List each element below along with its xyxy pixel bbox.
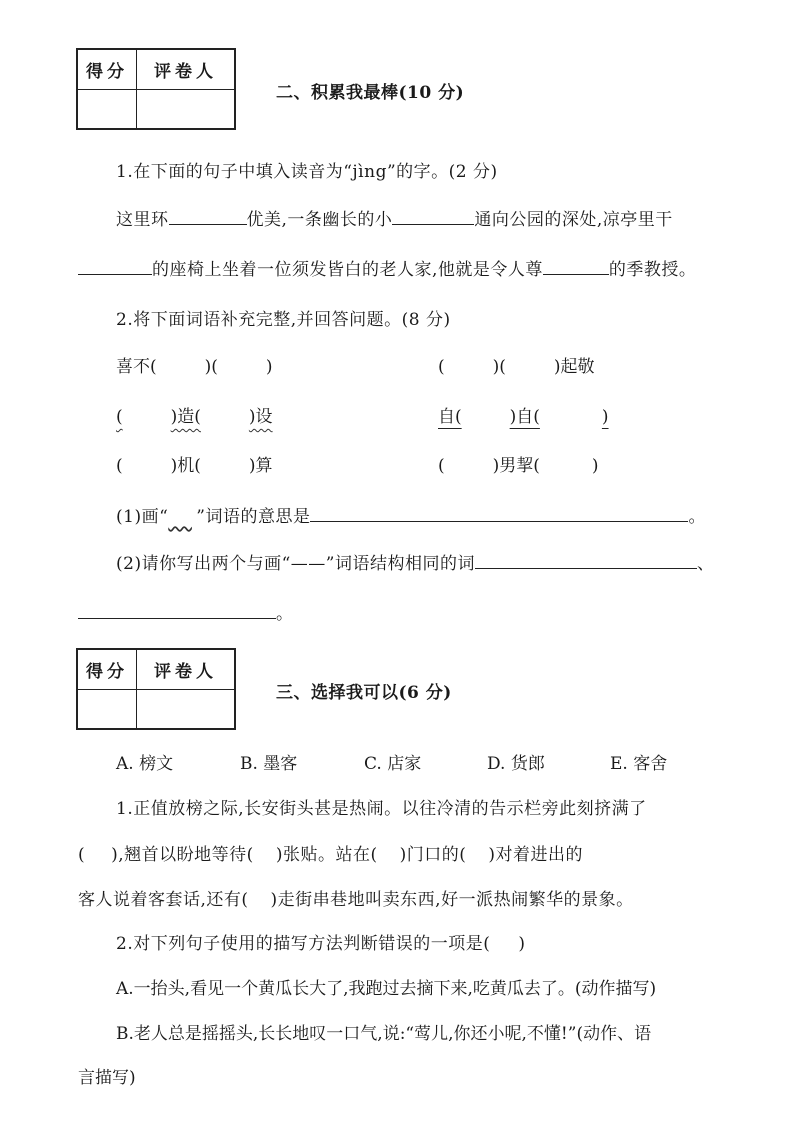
- q1-line2-b: 的季教授。: [608, 260, 697, 280]
- score-box-section2: [76, 48, 236, 130]
- word-6: [438, 454, 599, 478]
- blank-jing-1[interactable]: [169, 208, 247, 225]
- s3-q2-option-b: B.老人总是摇摇头,长长地叹一口气,说:“莺儿,你还小呢,不懂!”(动作、语: [116, 1024, 652, 1044]
- grader-label: 评卷人: [137, 49, 236, 89]
- section3-title: 三、选择我可以(6 分): [276, 683, 452, 703]
- word-5: [116, 454, 273, 478]
- q2-sub2-line2: [78, 602, 293, 626]
- word-4-b: )自(: [509, 407, 540, 427]
- q2-sub2-a: (2)请你写出两个与画“——”词语结构相同的词: [116, 554, 475, 574]
- q1-line2-a: 的座椅上坐着一位须发皆白的老人家,他就是令人尊: [152, 260, 543, 280]
- word-1-a: 喜不(: [116, 357, 157, 377]
- s3-q1-line2-c: )张贴。站在(: [275, 845, 378, 865]
- score-label: 得分: [77, 649, 137, 689]
- q2-sub2-sep: 、: [696, 554, 715, 574]
- word-2-b: )(: [492, 357, 506, 377]
- s3-q2-prompt: [116, 932, 526, 956]
- s3-q1-line2-d: )门口的(: [399, 845, 467, 865]
- word-6-b: )男挈(: [492, 456, 540, 476]
- s3-q1-line3-b: )走街串巷地叫卖东西,好一派热闹繁华的景象。: [270, 890, 634, 910]
- q1-prompt: 1.在下面的句子中填入读音为“jìng”的字。(2 分): [116, 162, 498, 182]
- score-cell[interactable]: [77, 689, 137, 729]
- word-4-underlined: [438, 405, 609, 429]
- q2-prompt: 2.将下面词语补充完整,并回答问题。(8 分): [116, 310, 451, 330]
- word-4-c: ): [601, 407, 609, 427]
- word-6-a: (: [438, 456, 445, 476]
- option-b: B. 墨客: [240, 754, 298, 774]
- score-label: 得分: [77, 49, 137, 89]
- blank-jing-2[interactable]: [392, 208, 474, 225]
- s3-q1-line2-e: )对着进出的: [488, 845, 583, 865]
- word-1-b: )(: [204, 357, 218, 377]
- grader-cell[interactable]: [137, 689, 236, 729]
- option-e: E. 客舍: [610, 754, 668, 774]
- s3-q1-line2: [78, 843, 583, 867]
- q1-line1-b: 优美,一条幽长的小: [246, 210, 393, 230]
- option-d: D. 货郎: [487, 754, 545, 774]
- section2-title: 二、积累我最棒(10 分): [276, 83, 465, 103]
- word-5-c: )算: [248, 456, 273, 476]
- word-3-c: )设: [248, 407, 273, 427]
- q1-line1-c: 通向公园的深处,凉亭里干: [474, 210, 673, 230]
- q2-sub2: [116, 552, 714, 576]
- word-2-a: (: [438, 357, 445, 377]
- s3-q1-line2-b: ),翘首以盼地等待(: [111, 845, 254, 865]
- s3-q1-line1: 1.正值放榜之际,长安街头甚是热闹。以往冷清的告示栏旁此刻挤满了: [116, 799, 647, 819]
- word-3-wavy: [116, 405, 273, 429]
- s3-q1-line3: [78, 888, 634, 912]
- blank-jing-4[interactable]: [543, 258, 609, 275]
- blank-word-2[interactable]: [78, 602, 276, 619]
- q1-line1-a: 这里环: [116, 210, 169, 230]
- q2-sub1: [116, 505, 706, 529]
- word-3-b: )造(: [170, 407, 201, 427]
- s3-q2-option-a: A.一抬头,看见一个黄瓜长大了,我跑过去摘下来,吃黄瓜去了。(动作描写): [116, 979, 657, 999]
- word-2-c: )起敬: [553, 357, 595, 377]
- blank-jing-3[interactable]: [78, 258, 152, 275]
- blank-meaning[interactable]: [310, 505, 688, 522]
- q1-line2: [78, 258, 696, 282]
- score-cell[interactable]: [77, 89, 137, 129]
- grader-label: 评卷人: [137, 649, 236, 689]
- s3-q2-prompt-text: 2.对下列句子使用的描写方法判断错误的一项是(: [116, 934, 491, 954]
- s3-q1-line2-a: (: [78, 845, 86, 865]
- s3-q2-prompt-end: ): [518, 934, 526, 954]
- word-4-a: 自(: [438, 407, 462, 427]
- word-2: [438, 355, 595, 379]
- grader-cell[interactable]: [137, 89, 236, 129]
- option-c: C. 店家: [364, 754, 422, 774]
- word-5-b: )机(: [170, 456, 201, 476]
- q2-sub2-end: 。: [276, 604, 293, 624]
- word-6-c: ): [591, 456, 599, 476]
- q2-sub1-end: 。: [688, 507, 706, 527]
- score-box-section3: [76, 648, 236, 730]
- wavy-mark: [168, 505, 196, 529]
- word-3-a: (: [116, 407, 123, 427]
- word-1: [116, 355, 273, 379]
- q1-line1: [116, 208, 673, 232]
- option-a: A. 榜文: [116, 754, 174, 774]
- s3-q1-line3-a: 客人说着客套话,还有(: [78, 890, 249, 910]
- s3-q2-option-b-cont: 言描写): [78, 1068, 136, 1088]
- blank-word-1[interactable]: [475, 552, 697, 569]
- q2-sub1-a: (1)画“: [116, 507, 169, 527]
- word-1-c: ): [265, 357, 273, 377]
- word-5-a: (: [116, 456, 123, 476]
- q2-sub1-b: ”词语的意思是: [196, 507, 311, 527]
